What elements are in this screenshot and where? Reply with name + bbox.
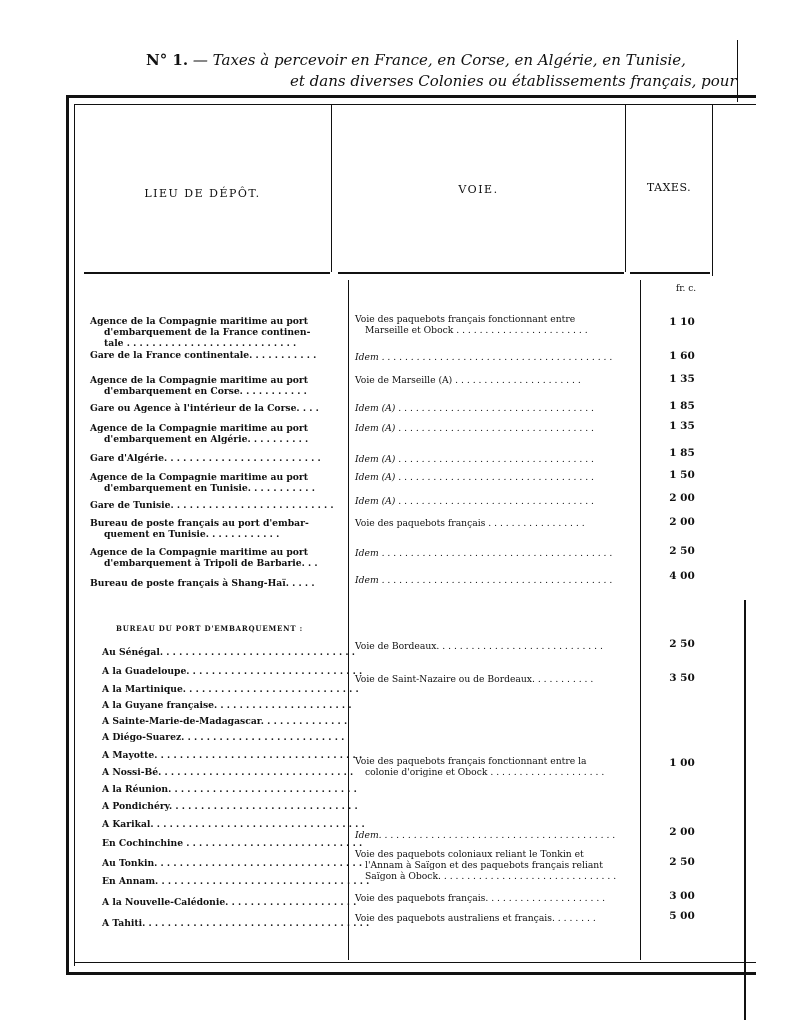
row-taxe: 1 85 (669, 447, 695, 459)
port-voie: Saïgon à Obock. . . . . . . . . . . . . . . . . . . . . . . . . . . . . . . (365, 871, 617, 882)
port-taxe: 2 00 (669, 826, 695, 838)
section-label: BUREAU DU PORT D'EMBARQUEMENT : (116, 624, 303, 633)
port-item: A Diégo-Suarez. . . . . . . . . . . . . . . . . . . . . . . . . . (102, 732, 345, 743)
port-taxe: 2 50 (669, 638, 695, 650)
row-lieu: Agence de la Compagnie maritime au port (90, 316, 308, 327)
port-taxe: 3 00 (669, 890, 695, 902)
column-header-voie: VOIE. (458, 183, 499, 196)
row-voie: Voie des paquebots français . . . . . . . . . . . . . . . . . (355, 518, 585, 529)
row-voie: Idem (A) . . . . . . . . . . . . . . . . . . . . . . . . . . . . . . . . . . (355, 496, 594, 507)
row-lieu: d'embarquement en Tunisie. . . . . . . . . . . (104, 483, 315, 494)
row-lieu: tale . . . . . . . . . . . . . . . . . . . . . . . . . . . (104, 338, 297, 349)
port-voie: colonie d'origine et Obock . . . . . . . . . . . . . . . . . . . . (365, 767, 605, 778)
port-item: A la Martinique. . . . . . . . . . . . . . . . . . . . . . . . . . . . (102, 684, 359, 695)
port-item: A Mayotte. . . . . . . . . . . . . . . . . . . . . . . . . . . . . . . . . (102, 750, 363, 761)
page-heading-line-2: et dans diverses Colonies ou établissements français, pour (290, 72, 737, 90)
row-lieu: d'embarquement en Corse. . . . . . . . . . . (104, 386, 307, 397)
port-item: A la Nouvelle-Calédonie. . . . . . . . . . . . . . . . . . . . . (102, 897, 357, 908)
row-lieu: Gare de la France continentale. . . . . . . . . . . (90, 350, 317, 361)
row-voie: Voie des paquebots français fonctionnant entre (355, 314, 576, 325)
port-voie: Voie de Saint-Nazaire ou de Bordeaux. . . . . . . . . . . (355, 674, 594, 685)
row-lieu: Gare d'Algérie. . . . . . . . . . . . . . . . . . . . . . . . . (90, 453, 321, 464)
port-taxe: 2 50 (669, 856, 695, 868)
port-item: A Pondichéry. . . . . . . . . . . . . . . . . . . . . . . . . . . . . . (102, 801, 358, 812)
port-item: A Nossi-Bé. . . . . . . . . . . . . . . . . . . . . . . . . . . . . . . (102, 767, 354, 778)
row-lieu: d'embarquement de la France continen- (104, 327, 311, 338)
port-taxe: 5 00 (669, 910, 695, 922)
row-voie: Idem (A) . . . . . . . . . . . . . . . . . . . . . . . . . . . . . . . . . . (355, 454, 594, 465)
row-voie: Idem (A) . . . . . . . . . . . . . . . . . . . . . . . . . . . . . . . . . . (355, 403, 594, 414)
row-lieu: quement en Tunisie. . . . . . . . . . . . (104, 529, 280, 540)
row-voie: Idem (A) . . . . . . . . . . . . . . . . . . . . . . . . . . . . . . . . . . (355, 423, 594, 434)
row-taxe: 1 10 (669, 316, 695, 328)
heading-dash: — (192, 51, 208, 69)
row-lieu: Agence de la Compagnie maritime au port (90, 472, 308, 483)
row-lieu: Agence de la Compagnie maritime au port (90, 423, 308, 434)
row-lieu: Bureau de poste français à Shang-Haï. . . . . (90, 578, 315, 589)
row-lieu: Gare ou Agence à l'intérieur de la Corse. . . . (90, 403, 319, 414)
column-header-lieu: LIEU DE DÉPÔT. (144, 187, 261, 200)
port-voie: Voie des paquebots coloniaux reliant le Tonkin et (355, 849, 584, 860)
row-taxe: 2 00 (669, 516, 695, 528)
row-voie: Marseille et Obock . . . . . . . . . . . . . . . . . . . . . . . (365, 325, 588, 336)
page-heading-line-1 (146, 51, 736, 69)
row-taxe: 1 60 (669, 350, 695, 362)
row-voie: Idem . . . . . . . . . . . . . . . . . . . . . . . . . . . . . . . . . . . . . . . . (355, 352, 613, 363)
currency-unit-label: fr. c. (675, 284, 697, 294)
port-voie: l'Annam à Saïgon et des paquebots français reliant (365, 860, 603, 871)
row-taxe: 1 35 (669, 420, 695, 432)
port-voie: Voie des paquebots français. . . . . . . . . . . . . . . . . . . . . (355, 893, 606, 904)
column-header-taxes: TAXES. (646, 181, 692, 194)
row-lieu: Agence de la Compagnie maritime au port (90, 547, 308, 558)
port-voie: Idem. . . . . . . . . . . . . . . . . . . . . . . . . . . . . . . . . . . . . . . . . (355, 830, 616, 841)
row-taxe: 2 50 (669, 545, 695, 557)
row-taxe: 1 50 (669, 469, 695, 481)
row-taxe: 4 00 (669, 570, 695, 582)
port-item: En Annam. . . . . . . . . . . . . . . . . . . . . . . . . . . . . . . . . . (102, 876, 370, 887)
port-item: A la Réunion. . . . . . . . . . . . . . . . . . . . . . . . . . . . . . (102, 784, 357, 795)
port-voie: Voie de Bordeaux. . . . . . . . . . . . . . . . . . . . . . . . . . . . . (355, 641, 603, 652)
port-item: A Karikal. . . . . . . . . . . . . . . . . . . . . . . . . . . . . . . . . . (102, 819, 365, 830)
port-item: A Tahiti. . . . . . . . . . . . . . . . . . . . . . . . . . . . . . . . . . . . (102, 918, 370, 929)
port-voie: Voie des paquebots français fonctionnant entre la (355, 756, 587, 767)
row-lieu: Gare de Tunisie. . . . . . . . . . . . . . . . . . . . . . . . . . (90, 500, 334, 511)
row-lieu: d'embarquement à Tripoli de Barbarie. . . (104, 558, 318, 569)
port-item: A la Guadeloupe. . . . . . . . . . . . . . . . . . . . . . . . . . . . (102, 666, 363, 677)
row-lieu: Bureau de poste français au port d'embar- (90, 518, 309, 529)
port-taxe: 3 50 (669, 672, 695, 684)
table-number: N° 1. (146, 51, 189, 69)
heading-title: Taxes à percevoir en France, en Corse, en Algérie, en Tunisie, (212, 51, 686, 69)
row-lieu: Agence de la Compagnie maritime au port (90, 375, 308, 386)
row-lieu: d'embarquement en Algérie. . . . . . . . . . (104, 434, 309, 445)
row-taxe: 2 00 (669, 492, 695, 504)
port-item: Au Sénégal. . . . . . . . . . . . . . . . . . . . . . . . . . . . . . . (102, 647, 355, 658)
port-item: A la Guyane française. . . . . . . . . . . . . . . . . . . . . . (102, 700, 352, 711)
row-voie: Idem . . . . . . . . . . . . . . . . . . . . . . . . . . . . . . . . . . . . . . . . (355, 575, 613, 586)
row-voie: Voie de Marseille (A) . . . . . . . . . . . . . . . . . . . . . . (355, 375, 581, 386)
row-taxe: 1 35 (669, 373, 695, 385)
row-voie: Idem (A) . . . . . . . . . . . . . . . . . . . . . . . . . . . . . . . . . . (355, 472, 594, 483)
port-voie: Voie des paquebots australiens et français. . . . . . . . (355, 913, 596, 924)
port-taxe: 1 00 (669, 757, 695, 769)
row-taxe: 1 85 (669, 400, 695, 412)
port-item: A Sainte-Marie-de-Madagascar. . . . . . . . . . . . . . (102, 716, 348, 727)
port-item: En Cochinchine . . . . . . . . . . . . . . . . . . . . . . . . . . . . (102, 838, 363, 849)
port-item: Au Tonkin. . . . . . . . . . . . . . . . . . . . . . . . . . . . . . . . . (102, 858, 363, 869)
row-voie: Idem . . . . . . . . . . . . . . . . . . . . . . . . . . . . . . . . . . . . . . . . (355, 548, 613, 559)
